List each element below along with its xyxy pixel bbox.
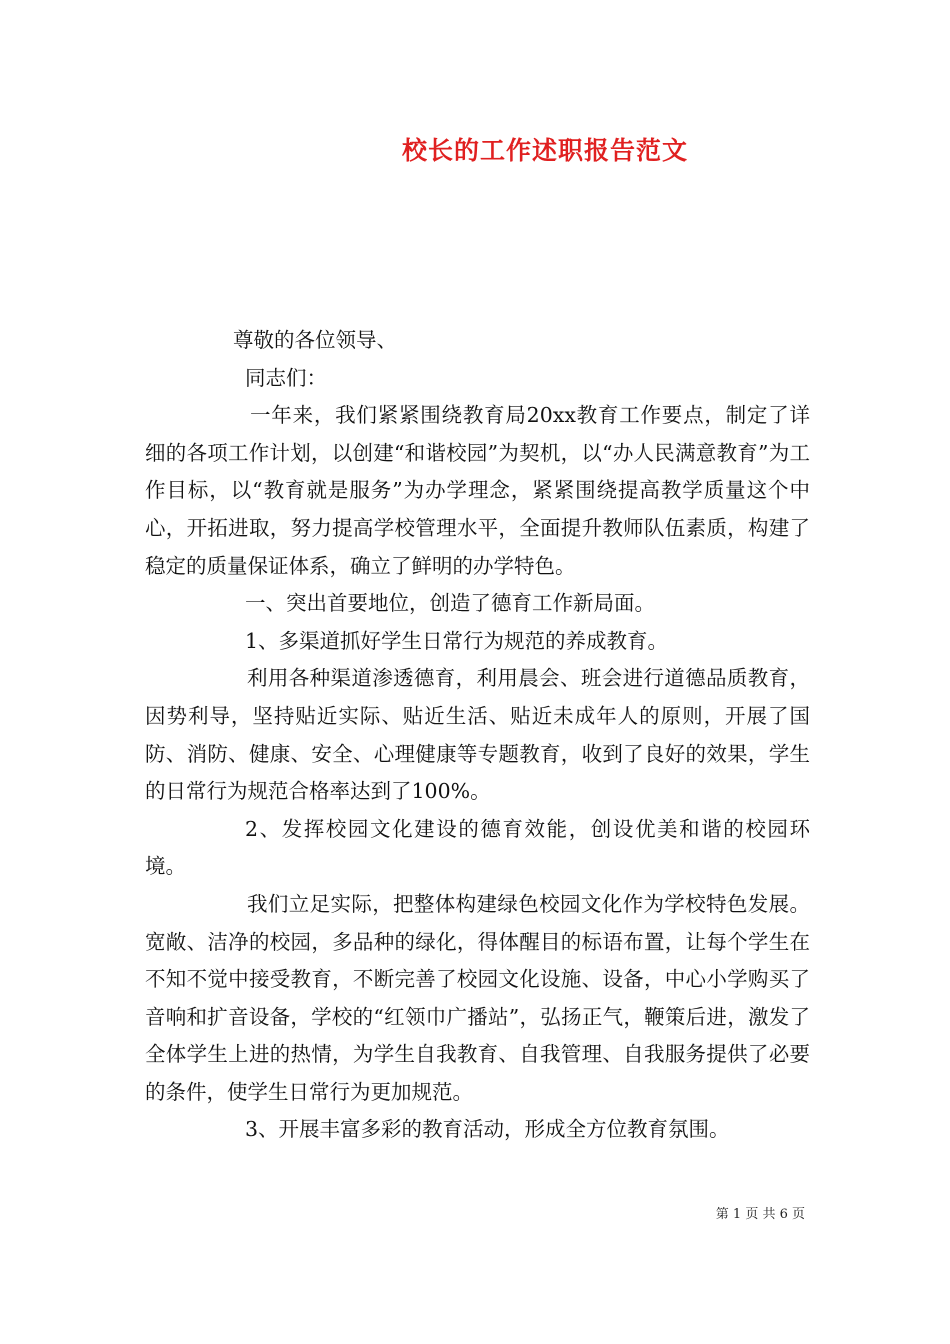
document-title: 校长的工作述职报告范文 (401, 136, 688, 165)
section-heading-1: 一、突出首要地位，创造了德育工作新局面。 (245, 591, 655, 616)
document-body (145, 322, 810, 1149)
salutation-line-2: 同志们： (245, 365, 327, 390)
page-number-footer: 第 1 页 共 6 页 (715, 1207, 805, 1222)
item-heading-1: 1、多渠道抓好学生日常行为规范的养成教育。 (245, 628, 669, 653)
item-heading-2: 2、发挥校园文化建设的德育效能，创设优美和谐的校园环境。 (145, 816, 810, 879)
intro-paragraph: 一年来，我们紧紧围绕教育局20xx教育工作要点，制定了详细的各项工作计划，以创建“和谐校园”为契机，以“办人民满意教育”为工作目标，以“教育就是服务”为办学理念，紧紧围绕提高教学质量这个中心，开拓进取，努力提高学校管理水平，全面提升教师队伍素质，构建了稳定的质量保证体系，确立了鲜明的办学特色。 (145, 403, 810, 578)
salutation-line-1: 尊敬的各位领导、 (233, 328, 397, 352)
item-2-paragraph: 我们立足实际，把整体构建绿色校园文化作为学校特色发展。宽敞、洁净的校园，多品种的绿化，得体醒目的标语布置，让每个学生在不知不觉中接受教育，不断完善了校园文化设施、设备，中心小学购买了音响和扩音设备，学校的“红领巾广播站”，弘扬正气，鞭策后进，激发了全体学生上进的热情，为学生自我教育、自我管理、自我服务提供了必要的条件，使学生日常行为更加规范。 (145, 891, 810, 1104)
item-1-paragraph: 利用各种渠道渗透德育，利用晨会、班会进行道德品质教育，因势利导，坚持贴近实际、贴近生活、贴近未成年人的原则，开展了国防、消防、健康、安全、心理健康等专题教育，收到了良好的效果，学生的日常行为规范合格率达到了100%。 (145, 666, 810, 804)
item-heading-3: 3、开展丰富多彩的教育活动，形成全方位教育氛围。 (245, 1117, 730, 1142)
